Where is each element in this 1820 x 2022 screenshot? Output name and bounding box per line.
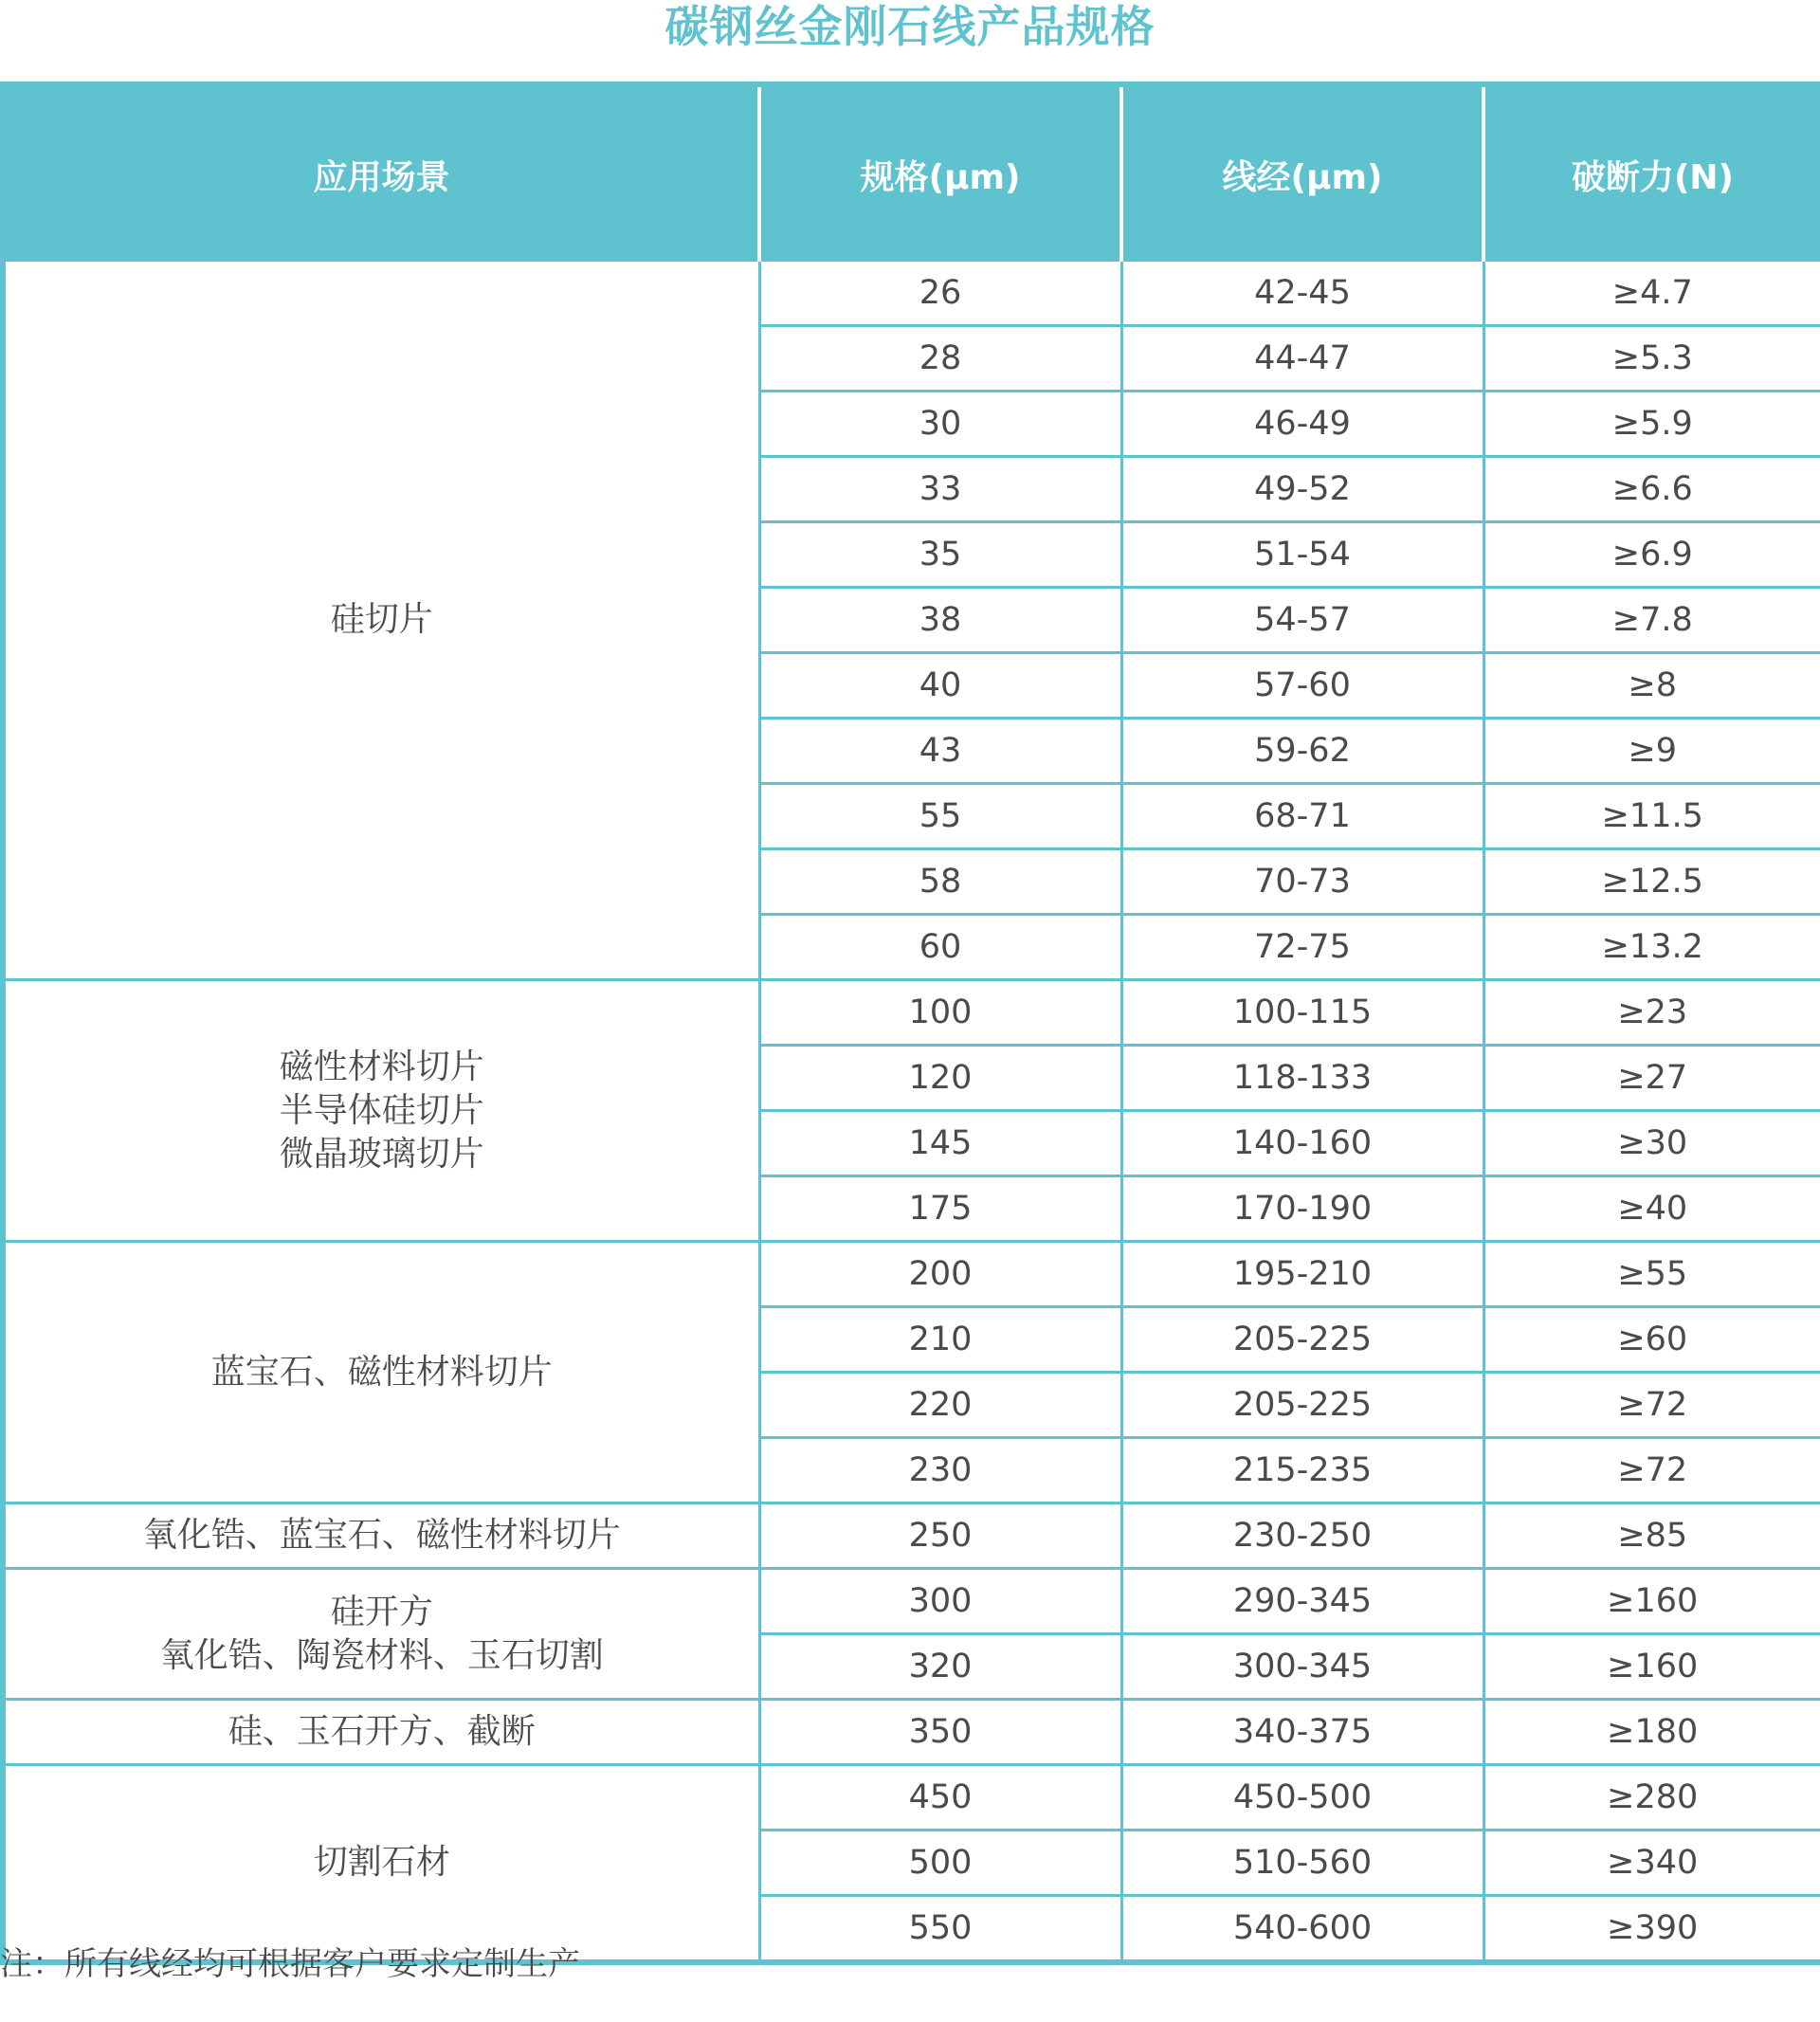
diameter-cell: 46-49 bbox=[1121, 392, 1483, 457]
scenario-line: 切割石材 bbox=[313, 1843, 450, 1882]
diameter-cell: 140-160 bbox=[1121, 1111, 1483, 1176]
diameter-cell: 72-75 bbox=[1121, 915, 1483, 980]
scenario-line: 蓝宝石、磁性材料切片 bbox=[210, 1352, 553, 1392]
diameter-cell: 290-345 bbox=[1121, 1569, 1483, 1634]
spec-cell: 35 bbox=[759, 522, 1121, 588]
diameter-cell: 540-600 bbox=[1121, 1896, 1483, 1963]
diameter-cell: 68-71 bbox=[1121, 784, 1483, 849]
diameter-cell: 44-47 bbox=[1121, 326, 1483, 392]
spec-cell: 250 bbox=[759, 1503, 1121, 1569]
diameter-cell: 118-133 bbox=[1121, 1046, 1483, 1111]
scenario-line: 磁性材料切片 bbox=[279, 1047, 484, 1086]
spec-cell: 38 bbox=[759, 588, 1121, 653]
breaking-force-cell: ≥27 bbox=[1483, 1046, 1820, 1111]
diameter-cell: 300-345 bbox=[1121, 1634, 1483, 1700]
spec-cell: 100 bbox=[759, 980, 1121, 1046]
diameter-cell: 70-73 bbox=[1121, 849, 1483, 915]
spec-cell: 33 bbox=[759, 457, 1121, 522]
scenario-line: 半导体硅切片 bbox=[279, 1090, 484, 1130]
scenario-cell bbox=[3, 262, 759, 980]
diameter-cell: 510-560 bbox=[1121, 1831, 1483, 1896]
breaking-force-cell: ≥85 bbox=[1483, 1503, 1820, 1569]
breaking-force-cell: ≥30 bbox=[1483, 1111, 1820, 1176]
diameter-cell: 42-45 bbox=[1121, 262, 1483, 326]
scenario-line: 微晶玻璃切片 bbox=[279, 1134, 484, 1174]
breaking-force-cell: ≥60 bbox=[1483, 1307, 1820, 1373]
scenario-cell bbox=[3, 1242, 759, 1503]
spec-cell: 43 bbox=[759, 719, 1121, 784]
spec-cell: 300 bbox=[759, 1569, 1121, 1634]
breaking-force-cell: ≥160 bbox=[1483, 1569, 1820, 1634]
breaking-force-cell: ≥5.3 bbox=[1483, 326, 1820, 392]
breaking-force-cell: ≥5.9 bbox=[1483, 392, 1820, 457]
breaking-force-cell: ≥13.2 bbox=[1483, 915, 1820, 980]
breaking-force-cell: ≥9 bbox=[1483, 719, 1820, 784]
diameter-cell: 205-225 bbox=[1121, 1373, 1483, 1438]
spec-cell: 30 bbox=[759, 392, 1121, 457]
diameter-cell: 215-235 bbox=[1121, 1438, 1483, 1503]
scenario-line: 硅切片 bbox=[330, 600, 433, 639]
diameter-cell: 230-250 bbox=[1121, 1503, 1483, 1569]
spec-cell: 28 bbox=[759, 326, 1121, 392]
diameter-cell: 54-57 bbox=[1121, 588, 1483, 653]
spec-cell: 230 bbox=[759, 1438, 1121, 1503]
spec-cell: 350 bbox=[759, 1700, 1121, 1765]
scenario-line: 硅开方 bbox=[330, 1592, 433, 1631]
spec-table bbox=[0, 82, 1820, 1965]
spec-cell: 210 bbox=[759, 1307, 1121, 1373]
table-row bbox=[3, 1569, 1820, 1634]
diameter-cell: 340-375 bbox=[1121, 1700, 1483, 1765]
breaking-force-cell: ≥12.5 bbox=[1483, 849, 1820, 915]
spec-cell: 145 bbox=[759, 1111, 1121, 1176]
scenario-line: 氧化锆、蓝宝石、磁性材料切片 bbox=[142, 1516, 621, 1555]
spec-cell: 40 bbox=[759, 653, 1121, 719]
scenario-cell bbox=[3, 980, 759, 1242]
diameter-cell: 57-60 bbox=[1121, 653, 1483, 719]
header-scenario: 应用场景 bbox=[3, 84, 759, 262]
diameter-cell: 49-52 bbox=[1121, 457, 1483, 522]
header-diameter: 线经(μm) bbox=[1121, 84, 1483, 262]
diameter-cell: 59-62 bbox=[1121, 719, 1483, 784]
spec-cell: 200 bbox=[759, 1242, 1121, 1307]
breaking-force-cell: ≥72 bbox=[1483, 1438, 1820, 1503]
spec-cell: 500 bbox=[759, 1831, 1121, 1896]
table-header-row bbox=[3, 84, 1820, 262]
breaking-force-cell: ≥4.7 bbox=[1483, 262, 1820, 326]
breaking-force-cell: ≥11.5 bbox=[1483, 784, 1820, 849]
spec-cell: 55 bbox=[759, 784, 1121, 849]
table-row bbox=[3, 980, 1820, 1046]
diameter-cell: 205-225 bbox=[1121, 1307, 1483, 1373]
diameter-cell: 51-54 bbox=[1121, 522, 1483, 588]
scenario-line: 硅、玉石开方、截断 bbox=[228, 1712, 536, 1751]
spec-cell: 120 bbox=[759, 1046, 1121, 1111]
spec-cell: 320 bbox=[759, 1634, 1121, 1700]
table-row bbox=[3, 1503, 1820, 1569]
spec-cell: 175 bbox=[759, 1176, 1121, 1242]
breaking-force-cell: ≥6.9 bbox=[1483, 522, 1820, 588]
breaking-force-cell: ≥72 bbox=[1483, 1373, 1820, 1438]
table-row bbox=[3, 262, 1820, 326]
table-row bbox=[3, 1765, 1820, 1831]
breaking-force-cell: ≥180 bbox=[1483, 1700, 1820, 1765]
header-breaking-force: 破断力(N) bbox=[1483, 84, 1820, 262]
breaking-force-cell: ≥6.6 bbox=[1483, 457, 1820, 522]
breaking-force-cell: ≥7.8 bbox=[1483, 588, 1820, 653]
table-row bbox=[3, 1700, 1820, 1765]
scenario-cell bbox=[3, 1700, 759, 1765]
diameter-cell: 195-210 bbox=[1121, 1242, 1483, 1307]
footnote: 注：所有线经均可根据客户要求定制生产 bbox=[0, 1945, 580, 1983]
breaking-force-cell: ≥390 bbox=[1483, 1896, 1820, 1963]
breaking-force-cell: ≥40 bbox=[1483, 1176, 1820, 1242]
spec-cell: 220 bbox=[759, 1373, 1121, 1438]
page-title: 碳钢丝金刚石线产品规格 bbox=[664, 1, 1156, 52]
diameter-cell: 170-190 bbox=[1121, 1176, 1483, 1242]
breaking-force-cell: ≥280 bbox=[1483, 1765, 1820, 1831]
breaking-force-cell: ≥55 bbox=[1483, 1242, 1820, 1307]
spec-cell: 550 bbox=[759, 1896, 1121, 1963]
diameter-cell: 100-115 bbox=[1121, 980, 1483, 1046]
spec-cell: 450 bbox=[759, 1765, 1121, 1831]
table-row bbox=[3, 1242, 1820, 1307]
table-body bbox=[3, 262, 1820, 1962]
header-spec: 规格(μm) bbox=[759, 84, 1121, 262]
breaking-force-cell: ≥23 bbox=[1483, 980, 1820, 1046]
breaking-force-cell: ≥340 bbox=[1483, 1831, 1820, 1896]
scenario-cell bbox=[3, 1765, 759, 1963]
spec-cell: 58 bbox=[759, 849, 1121, 915]
spec-cell: 26 bbox=[759, 262, 1121, 326]
scenario-line: 氧化锆、陶瓷材料、玉石切割 bbox=[159, 1635, 604, 1675]
scenario-cell bbox=[3, 1503, 759, 1569]
spec-cell: 60 bbox=[759, 915, 1121, 980]
breaking-force-cell: ≥160 bbox=[1483, 1634, 1820, 1700]
scenario-cell bbox=[3, 1569, 759, 1700]
breaking-force-cell: ≥8 bbox=[1483, 653, 1820, 719]
diameter-cell: 450-500 bbox=[1121, 1765, 1483, 1831]
